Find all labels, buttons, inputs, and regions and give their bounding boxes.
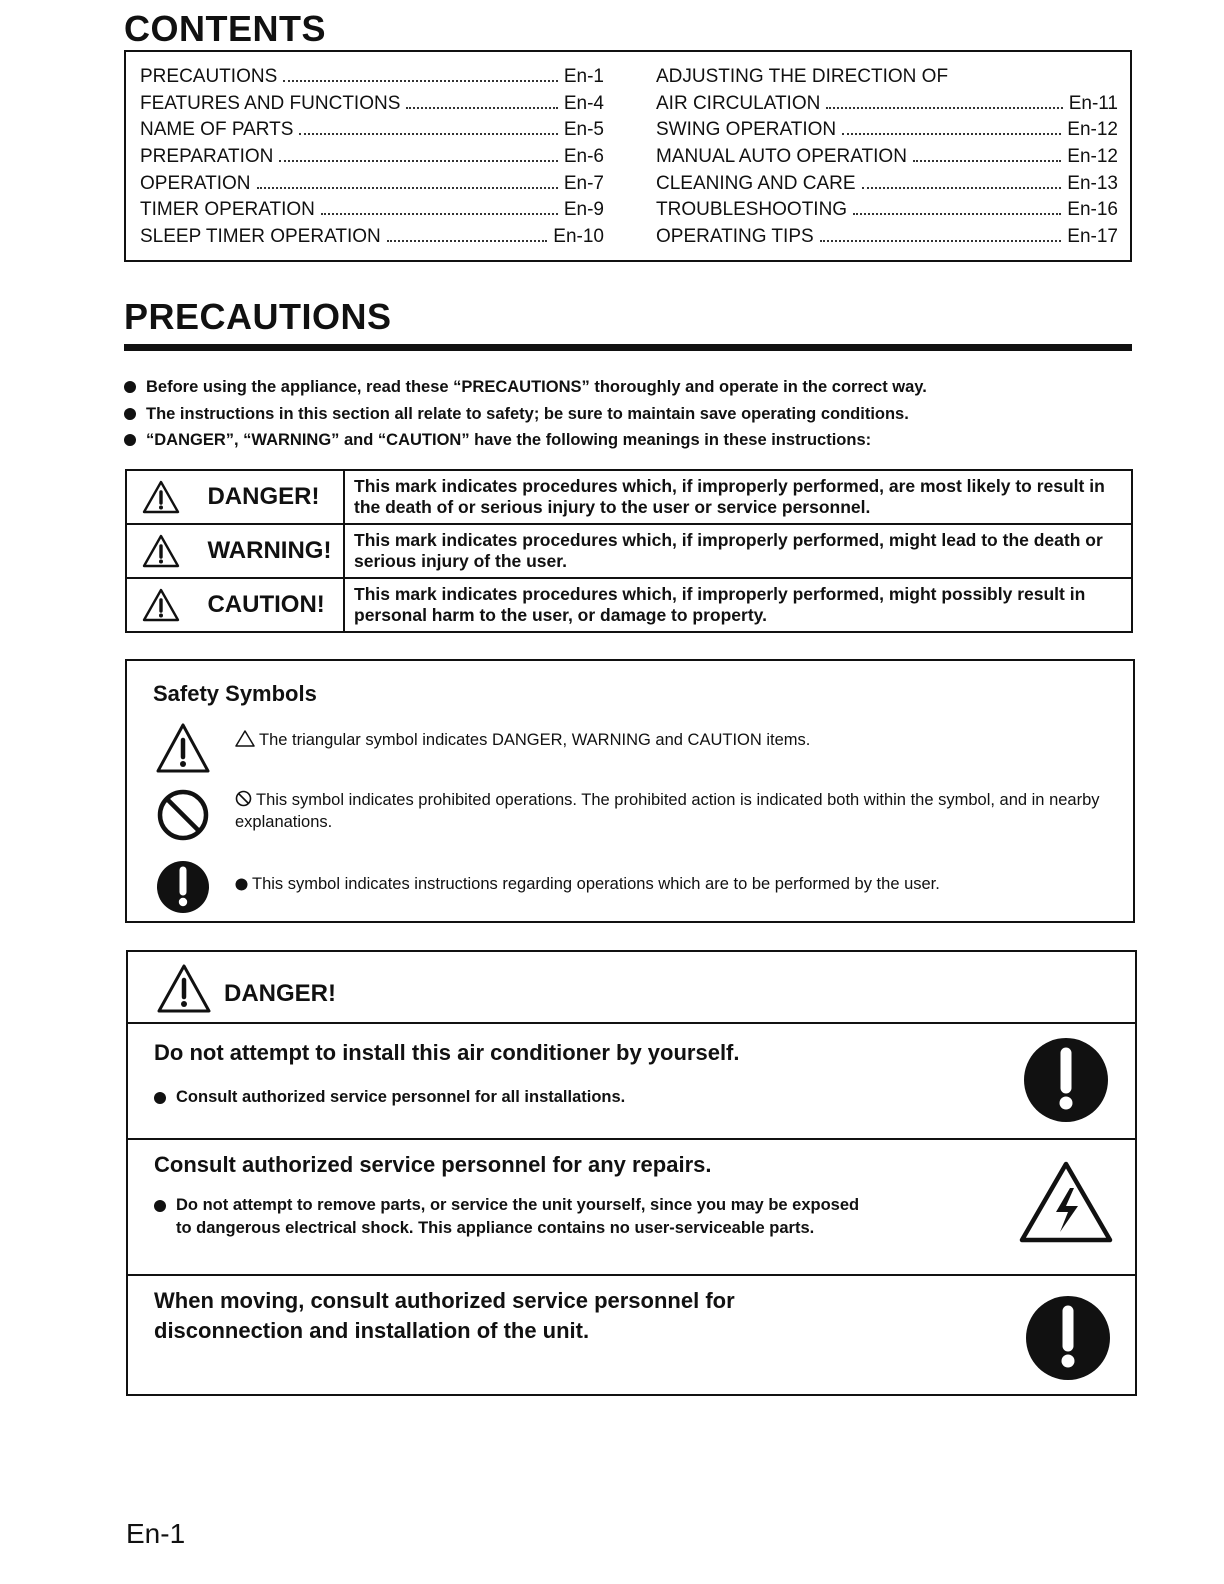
toc-entry-heading xyxy=(656,66,1118,93)
toc-entry-page: En-10 xyxy=(553,226,604,248)
toc-entry[interactable] xyxy=(656,146,1118,173)
toc-entry-page: En-16 xyxy=(1067,199,1118,221)
toc-entry-page: En-9 xyxy=(563,199,604,221)
toc-entry[interactable] xyxy=(656,119,1118,146)
danger-item-text: Do not attempt to remove parts, or service the unit yourself, since you may be exposed to dangerous electrical shock. This appliance contains no user-serviceable parts. xyxy=(176,1196,860,1237)
danger-item-title: Do not attempt to install this air conditioner by yourself. xyxy=(154,1040,740,1065)
warning-triangle-icon xyxy=(141,533,181,569)
toc-entry-label: TROUBLESHOOTING xyxy=(656,199,848,221)
page-number: En-1 xyxy=(126,1518,186,1549)
toc-entry-label: OPERATING TIPS xyxy=(656,226,814,248)
toc-leader xyxy=(826,107,1062,109)
toc-entry-page: En-4 xyxy=(563,92,604,114)
bullet-icon xyxy=(124,434,136,446)
toc-leader xyxy=(283,80,558,82)
prohibited-icon xyxy=(155,787,211,843)
symbol-description xyxy=(235,789,1115,833)
toc-entry[interactable] xyxy=(140,119,604,146)
toc-entry-label: PREPARATION xyxy=(140,146,274,168)
toc-entry[interactable] xyxy=(140,146,604,173)
warning-triangle-icon xyxy=(156,963,212,1015)
signal-word-table xyxy=(125,469,1133,633)
symbol-text: The triangular symbol indicates DANGER, WARNING and CAUTION items. xyxy=(259,731,811,749)
mandatory-action-icon xyxy=(155,859,211,915)
toc-entry-label: PRECAUTIONS xyxy=(140,66,278,87)
electric-shock-icon xyxy=(1018,1160,1114,1246)
toc-leader xyxy=(387,240,548,242)
contents-box xyxy=(124,50,1132,262)
danger-item xyxy=(128,1140,1135,1276)
symbol-description xyxy=(235,729,1115,751)
table-row xyxy=(126,470,1132,524)
precautions-title: PRECAUTIONS xyxy=(124,296,392,337)
safety-symbols-box xyxy=(125,659,1135,923)
toc-entry[interactable] xyxy=(140,66,604,93)
toc-entry[interactable] xyxy=(140,173,604,200)
intro-list xyxy=(124,375,1024,455)
toc-left-column xyxy=(140,66,604,253)
warning-triangle-icon xyxy=(141,479,181,515)
bullet-icon xyxy=(154,1200,166,1212)
toc-leader xyxy=(862,187,1062,189)
intro-item xyxy=(124,428,1024,455)
toc-entry-label: SWING OPERATION xyxy=(656,119,837,141)
signal-word: CAUTION! xyxy=(207,591,325,618)
danger-item-bullet xyxy=(154,1086,854,1109)
signal-cell xyxy=(126,524,344,578)
toc-entry-page: En-1 xyxy=(563,66,604,87)
toc-leader xyxy=(820,240,1062,242)
danger-label: DANGER! xyxy=(224,980,336,1007)
toc-entry-label: NAME OF PARTS xyxy=(140,119,294,141)
toc-entry-label: OPERATION xyxy=(140,172,251,194)
intro-text: Before using the appliance, read these “PRECAUTIONS” thoroughly and operate in the correct way. xyxy=(146,378,927,396)
toc-leader xyxy=(913,160,1061,162)
toc-entry-page: En-17 xyxy=(1067,226,1118,248)
toc-leader xyxy=(257,187,558,189)
toc-entry-page: En-13 xyxy=(1067,172,1118,194)
contents-title: CONTENTS xyxy=(124,8,326,49)
safety-symbols-title: Safety Symbols xyxy=(153,681,317,706)
intro-item xyxy=(124,375,1024,402)
toc-entry-label: TIMER OPERATION xyxy=(140,199,315,221)
toc-leader xyxy=(842,133,1061,135)
toc-entry[interactable] xyxy=(140,199,604,226)
symbol-description xyxy=(235,873,1115,895)
toc-entry-page: En-7 xyxy=(563,172,604,194)
signal-word: DANGER! xyxy=(207,483,320,510)
bullet-icon xyxy=(154,1092,166,1104)
toc-entry-page: En-11 xyxy=(1068,92,1118,114)
mandatory-action-icon xyxy=(1022,1036,1110,1124)
toc-entry-page: En-12 xyxy=(1067,119,1118,141)
toc-entry[interactable] xyxy=(656,93,1118,120)
signal-cell xyxy=(126,578,344,632)
signal-description: This mark indicates procedures which, if improperly performed, might lead to the death or serious injury of the user. xyxy=(344,524,1132,578)
signal-cell xyxy=(126,470,344,524)
intro-text: The instructions in this section all relate to safety; be sure to maintain save operating conditions. xyxy=(146,404,909,423)
intro-item xyxy=(124,402,1024,429)
toc-entry-page: En-5 xyxy=(563,119,604,141)
toc-entry[interactable] xyxy=(140,226,604,253)
bullet-icon xyxy=(124,408,136,420)
warning-triangle-icon xyxy=(235,730,255,747)
warning-triangle-icon xyxy=(155,721,211,777)
danger-item xyxy=(128,1276,1135,1396)
toc-entry[interactable] xyxy=(656,173,1118,200)
signal-word: WARNING! xyxy=(207,537,332,564)
toc-leader xyxy=(299,133,557,135)
symbol-text: This symbol indicates prohibited operations. The prohibited action is indicated both within the symbol, and in nearby explanations. xyxy=(235,791,1100,831)
toc-entry-label: MANUAL AUTO OPERATION xyxy=(656,146,907,168)
bullet-icon xyxy=(124,381,136,393)
danger-box xyxy=(126,950,1137,1396)
danger-item xyxy=(128,1024,1135,1140)
danger-item-title: Consult authorized service personnel for any repairs. xyxy=(154,1152,712,1177)
toc-entry[interactable] xyxy=(656,199,1118,226)
prohibited-icon xyxy=(235,790,252,807)
toc-leader xyxy=(321,213,558,215)
symbol-text: This symbol indicates instructions regarding operations which are to be performed by the user. xyxy=(252,875,940,893)
toc-entry-label: FEATURES AND FUNCTIONS xyxy=(140,92,401,114)
toc-leader xyxy=(853,213,1061,215)
danger-item-title: When moving, consult authorized service personnel for disconnection and installation of the unit. xyxy=(154,1288,735,1343)
toc-right-column xyxy=(656,66,1118,253)
table-row xyxy=(126,524,1132,578)
section-rule xyxy=(124,344,1132,351)
toc-entry-page: En-6 xyxy=(563,146,604,168)
danger-item-text: Consult authorized service personnel for all installations. xyxy=(176,1088,626,1106)
signal-description: This mark indicates procedures which, if improperly performed, are most likely to result in the death of or serious injury to the user or service personnel. xyxy=(344,470,1132,524)
toc-leader xyxy=(406,107,557,109)
bullet-icon xyxy=(235,878,248,891)
toc-entry-page: En-12 xyxy=(1067,146,1118,168)
danger-header xyxy=(128,952,1135,1024)
mandatory-action-icon xyxy=(1024,1294,1112,1382)
toc-leader xyxy=(279,160,557,162)
toc-entry[interactable] xyxy=(140,93,604,120)
toc-entry[interactable] xyxy=(656,226,1118,253)
danger-item-bullet xyxy=(154,1194,868,1240)
table-row xyxy=(126,578,1132,632)
toc-entry-label: SLEEP TIMER OPERATION xyxy=(140,226,381,248)
toc-entry-label: AIR CIRCULATION xyxy=(656,92,821,114)
toc-entry-label: CLEANING AND CARE xyxy=(656,172,856,194)
intro-text: “DANGER”, “WARNING” and “CAUTION” have the following meanings in these instructions: xyxy=(146,431,872,449)
toc-heading-label: ADJUSTING THE DIRECTION OF xyxy=(656,66,949,87)
signal-description: This mark indicates procedures which, if improperly performed, might possibly result in personal harm to the user, or damage to property. xyxy=(344,578,1132,632)
warning-triangle-icon xyxy=(141,587,181,623)
